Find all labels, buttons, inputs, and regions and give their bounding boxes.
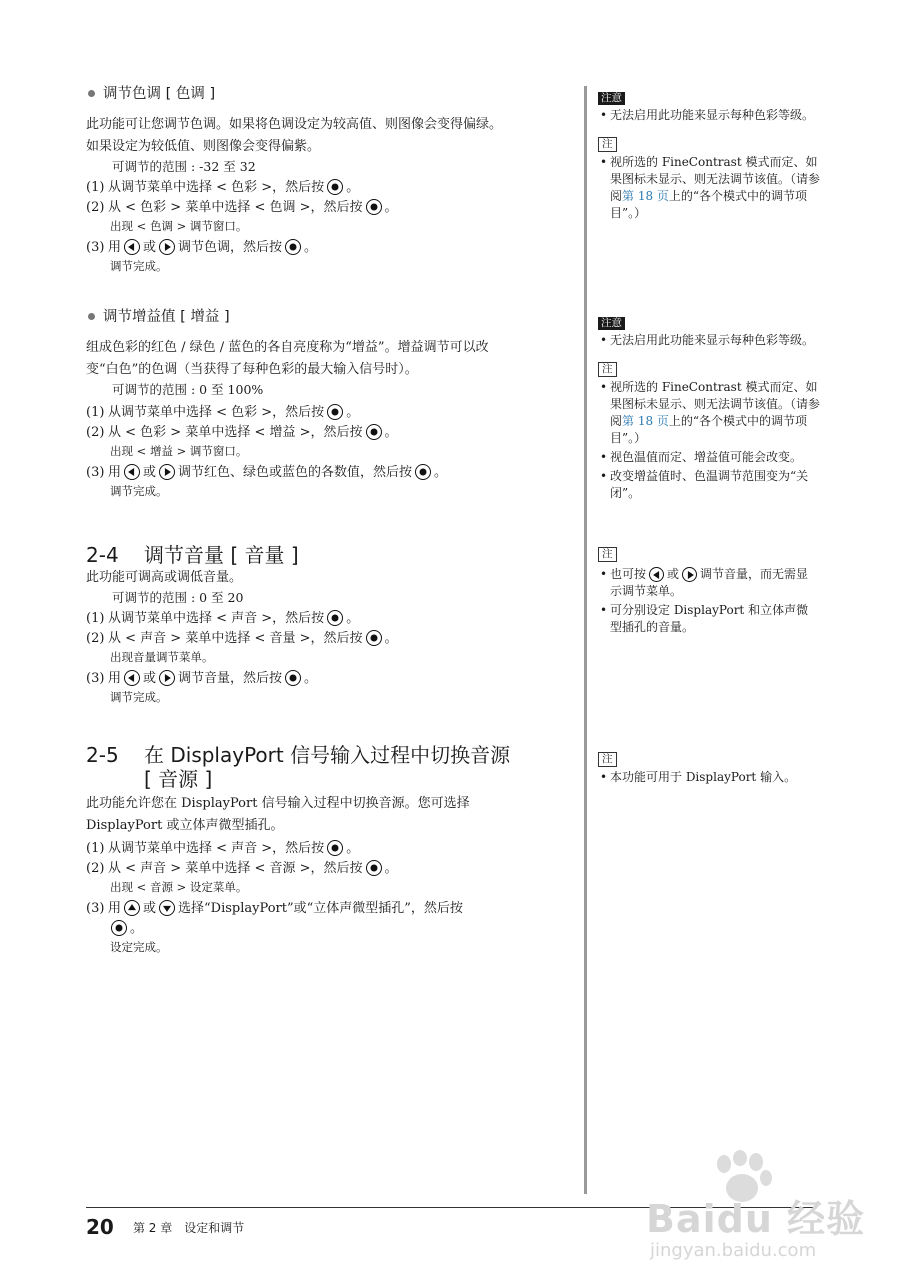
hue-step-3-note: 调节完成。 <box>110 259 168 273</box>
down-button-icon <box>159 900 175 916</box>
audio-source-section <box>86 743 576 955</box>
hue-step-2: (2) 从 < 色彩 > 菜单中选择 < 色调 >，然后按 。 <box>86 200 398 215</box>
page-link[interactable]: 第 18 页 <box>622 189 669 203</box>
note-tag: 注 <box>598 362 617 377</box>
hue-range: 可调节的范围 : -32 至 32 <box>112 159 256 174</box>
side-notes-volume <box>598 542 820 638</box>
volume-step-2: (2) 从 < 声音 > 菜单中选择 < 音量 >，然后按 。 <box>86 631 398 646</box>
volume-section <box>86 543 576 705</box>
left-button-icon <box>649 567 664 582</box>
gain-section <box>86 307 576 499</box>
watermark-url: jingyan.baidu.com <box>650 1240 817 1261</box>
enter-button-icon <box>366 424 382 440</box>
note-item: • 视色温值而定、增益值可能会改变。 <box>600 450 803 464</box>
audio-source-step-3: (3) 用 或 选择“DisplayPort”或“立体声微型插孔”，然后按 <box>86 901 463 916</box>
note-item: • 也可按 或 调节音量，而无需显示调节菜单。 <box>600 567 809 598</box>
note-item: • 视所选的 FineContrast 模式而定、如果图标未显示、则无法调节该值。（请参阅第 18 页上的“各个模式中的调节项目”。） <box>600 155 821 220</box>
right-button-icon <box>159 670 175 686</box>
enter-button-icon <box>285 670 301 686</box>
gain-step-3: (3) 用 或 调节红色、绿色或蓝色的各数值，然后按 。 <box>86 465 448 480</box>
volume-step-3-note: 调节完成。 <box>110 690 168 704</box>
gain-step-2-note: 出现 < 增益 > 调节窗口。 <box>110 444 248 458</box>
enter-button-icon <box>327 840 343 856</box>
gain-description: 组成色彩的红色 / 绿色 / 蓝色的各自亮度称为“增益”。增益调节可以改 变“白色”的色调（当获得了每种色彩的最大输入信号时）。 <box>86 340 489 377</box>
note-tag: 注 <box>598 752 617 767</box>
page-link[interactable]: 第 18 页 <box>622 414 669 428</box>
side-notes-gain <box>598 311 820 504</box>
caution-tag: 注意 <box>598 92 625 105</box>
hue-description: 此功能可让您调节色调。如果将色调设定为较高值、则图像会变得偏绿。 如果设定为较低值、则图像会变得偏紫。 <box>86 117 503 154</box>
caution-tag: 注意 <box>598 317 625 330</box>
right-button-icon <box>159 464 175 480</box>
page-number: 20 <box>86 1215 114 1239</box>
audio-source-step-3-note: 设定完成。 <box>110 940 168 954</box>
column-divider <box>584 86 587 1194</box>
left-button-icon <box>124 670 140 686</box>
hue-step-3: (3) 用 或 调节色调，然后按 。 <box>86 240 318 255</box>
bullet-dot-icon <box>88 90 95 97</box>
enter-button-icon <box>111 920 127 936</box>
audio-source-step-1: (1) 从调节菜单中选择 < 声音 >，然后按 。 <box>86 841 360 856</box>
enter-button-icon <box>327 179 343 195</box>
baidu-watermark <box>640 1150 880 1270</box>
note-tag: 注 <box>598 137 617 152</box>
chapter-title: 第 2 章 设定和调节 <box>132 1220 245 1235</box>
volume-section-title: 2-4 调节音量 [ 音量 ] <box>86 543 299 567</box>
enter-button-icon <box>327 404 343 420</box>
audio-source-section-title: 2-5 在 DisplayPort 信号输入过程中切换音源 [ 音源 ] <box>86 743 511 791</box>
enter-button-icon <box>285 239 301 255</box>
enter-button-icon <box>327 610 343 626</box>
gain-step-3-note: 调节完成。 <box>110 484 168 498</box>
hue-step-2-note: 出现 < 色调 > 调节窗口。 <box>110 219 248 233</box>
caution-item: • 无法启用此功能来显示每种色彩等级。 <box>600 108 815 122</box>
side-notes-hue <box>598 86 820 224</box>
note-item: • 视所选的 FineContrast 模式而定、如果图标未显示、则无法调节该值。（请参阅第 18 页上的“各个模式中的调节项目”。） <box>600 380 821 445</box>
audio-source-description: 此功能允许您在 DisplayPort 信号输入过程中切换音源。您可选择 DisplayPort 或立体声微型插孔。 <box>86 796 470 833</box>
volume-step-2-note: 出现音量调节菜单。 <box>110 650 214 664</box>
enter-button-icon <box>415 464 431 480</box>
gain-step-1: (1) 从调节菜单中选择 < 色彩 >，然后按 。 <box>86 405 360 420</box>
note-tag: 注 <box>598 547 617 562</box>
right-button-icon <box>159 239 175 255</box>
audio-source-step-2-note: 出现 < 音源 > 设定菜单。 <box>110 880 248 894</box>
note-item: • 可分别设定 DisplayPort 和立体声微型插孔的音量。 <box>600 603 809 634</box>
audio-source-step-2: (2) 从 < 声音 > 菜单中选择 < 音源 >，然后按 。 <box>86 861 398 876</box>
side-notes-audio-source <box>598 747 820 788</box>
volume-step-1: (1) 从调节菜单中选择 < 声音 >，然后按 。 <box>86 611 360 626</box>
page-footer <box>86 1215 244 1245</box>
hue-section <box>86 84 576 274</box>
right-button-icon <box>682 567 697 582</box>
gain-step-2: (2) 从 < 色彩 > 菜单中选择 < 增益 >，然后按 。 <box>86 425 398 440</box>
bullet-dot-icon <box>88 313 95 320</box>
enter-button-icon <box>366 630 382 646</box>
gain-heading: 调节增益值 [ 增益 ] <box>86 307 576 327</box>
hue-heading: 调节色调 [ 色调 ] <box>86 84 576 104</box>
volume-range: 可调节的范围 : 0 至 20 <box>112 590 244 605</box>
hue-step-1: (1) 从调节菜单中选择 < 色彩 >，然后按 。 <box>86 180 360 195</box>
enter-button-icon <box>366 199 382 215</box>
audio-source-step-3-end: 。 <box>86 919 576 939</box>
caution-item: • 无法启用此功能来显示每种色彩等级。 <box>600 333 815 347</box>
watermark-logo-text: Baidu 经验 <box>646 1197 866 1241</box>
note-item: • 改变增益值时、色温调节范围变为“关闭”。 <box>600 469 809 500</box>
enter-button-icon <box>366 860 382 876</box>
left-button-icon <box>124 464 140 480</box>
note-item: • 本功能可用于 DisplayPort 输入。 <box>600 770 797 784</box>
left-button-icon <box>124 239 140 255</box>
volume-description: 此功能可调高或调低音量。 <box>86 570 243 585</box>
gain-range: 可调节的范围 : 0 至 100% <box>112 382 264 397</box>
volume-step-3: (3) 用 或 调节音量，然后按 。 <box>86 671 318 686</box>
up-button-icon <box>124 900 140 916</box>
